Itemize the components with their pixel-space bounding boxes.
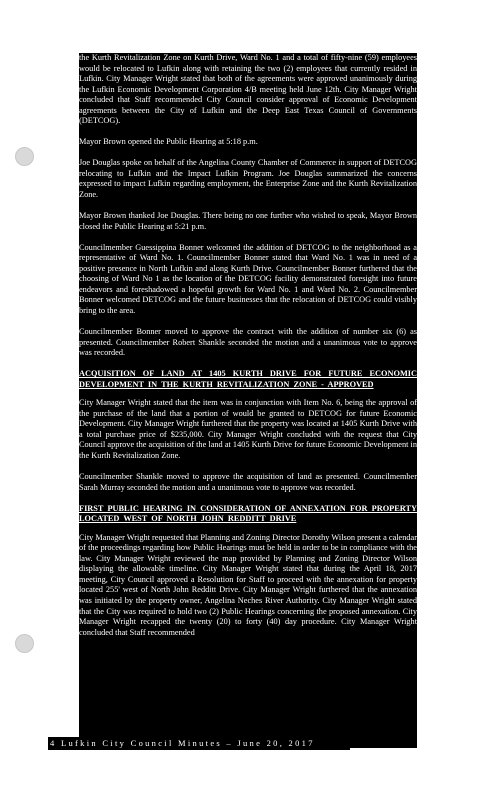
agenda-item-8-heading: FIRST PUBLIC HEARING IN CONSIDERATION OF ANNEXATION FOR PROPERTY LOCATED WEST OF NORTH JOHN REDDITT DRIVE xyxy=(79,503,417,524)
agenda-item-8-number: 8. xyxy=(63,503,70,513)
paragraph-detcog-agreements: the Kurth Revitalization Zone on Kurth Drive, Ward No. 1 and a total of fifty-nine (59) employees would be relocated to Lufkin along with retaining the two (2) employees that currently resided in Lufkin. City Manager Wright stated that both of the agreements were approved unanimously during the Lufkin Economic Development Corporation 4/B meeting held June 12th. City Manager Wright concluded that Staff recommended City Council consider approval of Economic Development agreements between the City of Lufkin and the Deep East Texas Council of Governments (DETCOG). xyxy=(79,53,417,126)
binder-hole-bottom xyxy=(15,634,34,653)
page-footer: 4 Lufkin City Council Minutes – June 20, 2017 xyxy=(48,737,350,750)
agenda-item-8 xyxy=(63,503,417,639)
paragraph-annexation: City Manager Wright requested that Planning and Zoning Director Dorothy Wilson present a calendar of the proceedings regarding how Public Hearings must be held in order to be in compliance with the law. City Manager Wright reviewed the map provided by Planning and Zoning Director Wilson displaying the allowable timeline. City Manager Wright stated that during the April 18, 2017 meeting, City Council approved a Resolution for Staff to proceed with the annexation for property located 255' west of North John Redditt Drive. City Manager Wright furthered that the annexation was initiated by the property owner, Angelina Neches River Authority. City Manager Wright stated that the City was required to hold two (2) Public Hearings concerning the proposed annexation. City Manager Wright recapped the twenty (20) to forty (40) day procedure. City Manager Wright concluded that Staff recommended xyxy=(79,532,417,637)
minutes-body xyxy=(63,53,417,748)
agenda-item-7-heading: ACQUISITION OF LAND AT 1405 KURTH DRIVE FOR FUTURE ECONOMIC DEVELOPMENT IN THE KURTH REVITALIZATION ZONE - APPROVED xyxy=(79,369,417,389)
paragraph-bonner-motion: Councilmember Bonner moved to approve the contract with the addition of number six (6) as presented. Councilmember Robert Shankle seconded the motion and a unanimous vote to approve was recorded. xyxy=(79,326,417,358)
paragraph-shankle-motion: Councilmember Shankle moved to approve the acquisition of land as presented. Councilmember Sarah Murray seconded the motion and a unanimous vote to approve was recorded. xyxy=(79,472,417,492)
paragraph-hearing-closed: Mayor Brown thanked Joe Douglas. There being no one further who wished to speak, Mayor Brown closed the Public Hearing at 5:21 p.m. xyxy=(79,211,417,231)
agenda-item-7 xyxy=(63,369,417,493)
paragraph-hearing-opened: Mayor Brown opened the Public Hearing at 5:18 p.m. xyxy=(79,137,258,147)
binder-hole-top xyxy=(15,147,34,166)
paragraph-land-acquisition: City Manager Wright stated that the item was in conjunction with Item No. 6, being the approval of the purchase of the land that a portion of would be granted to DETCOG for future Economic Development. City Manager Wright furthered that the property was located at 1405 Kurth Drive with a total purchase price of $235,000. City Manager Wright concluded with the request that City Council approve the acquisition of the land at 1405 Kurth Drive for future Economic Development in the Kurth Revitalization Zone. xyxy=(79,398,417,460)
agenda-item-7-number: 7. xyxy=(63,369,70,379)
paragraph-joe-douglas: Joe Douglas spoke on behalf of the Angelina County Chamber of Commerce in support of DETCOG relocating to Lufkin and the Impact Lufkin Program. Joe Douglas summarized the concerns expressed to impact Lufkin regarding employment, the Enterprise Zone and the Kurth Revitalization Zone. xyxy=(79,158,417,200)
paragraph-bonner-remarks: Councilmember Guessippina Bonner welcomed the addition of DETCOG to the neighborhood as a representative of Ward No. 1. Councilmember Bonner stated that Ward No. 1 was in need of a positive presence in North Lufkin and along Kurth Drive. Councilmember Bonner furthered that the choosing of Ward No 1 as the location of the DETCOG facility demonstrated foresight into future endeavors and foreshadowed a hopeful growth for Ward No. 1 and Ward No. 2. Councilmember Bonner welcomed DETCOG and the future businesses that the relocation of DETCOG could visibly bring to the area. xyxy=(79,242,417,315)
